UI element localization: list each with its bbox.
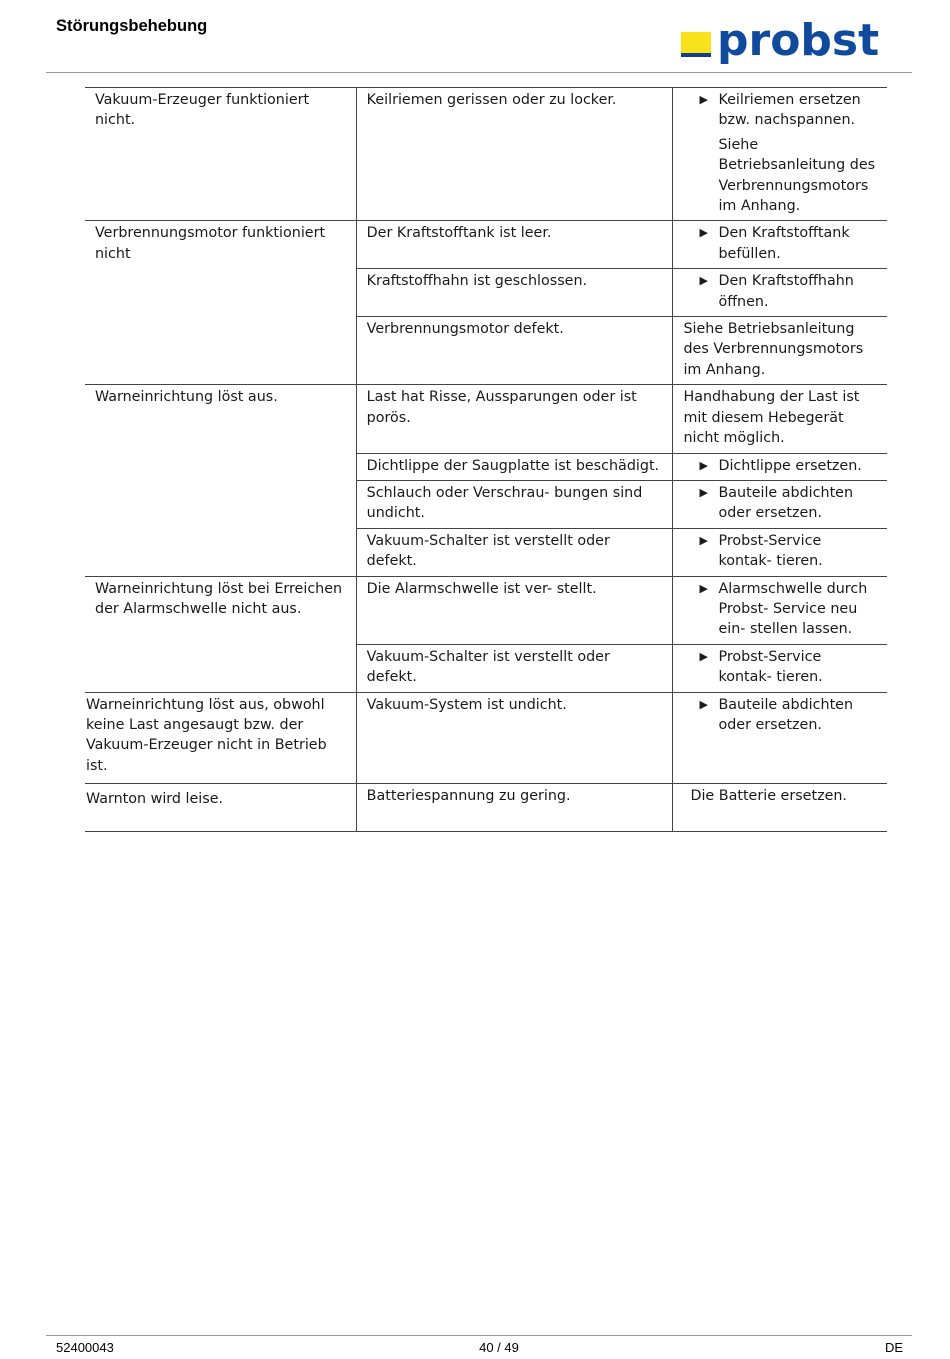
triangle-right-icon: ▶ bbox=[699, 274, 708, 288]
remedy-text: Bauteile abdichten oder ersetzen. bbox=[718, 696, 854, 733]
triangle-right-icon: ▶ bbox=[699, 649, 708, 663]
remedy-text: Den Kraftstoffhahn öffnen. bbox=[718, 273, 854, 310]
fault-cell bbox=[85, 88, 356, 221]
table-row bbox=[85, 385, 887, 453]
remedy-text: Keilriemen ersetzen bzw. nachspannen. bbox=[718, 92, 861, 129]
fault-cell: Warneinrichtung löst aus, obwohl keine Last angesaugt bzw. der Vakuum-Erzeuger nicht in Betrieb ist. bbox=[85, 692, 356, 783]
remedy-cell bbox=[673, 88, 887, 221]
table-row bbox=[85, 692, 887, 783]
fault-cell: Warneinrichtung löst bei Erreichen der Alarmschwelle nicht aus. bbox=[85, 576, 356, 692]
logo-wordmark: probst bbox=[717, 15, 880, 66]
remedy-cell bbox=[673, 576, 887, 644]
language-code: DE bbox=[885, 1340, 904, 1355]
logo-blue-mark bbox=[681, 53, 711, 57]
remedy-cell bbox=[673, 269, 887, 317]
remedy-text: Dichtlippe ersetzen. bbox=[718, 457, 862, 474]
footer-divider bbox=[46, 1335, 912, 1336]
remedy-cell bbox=[673, 221, 887, 269]
remedy-text: Alarmschwelle durch Probst- Service neu ein- stellen lassen. bbox=[718, 580, 868, 638]
fault-cell: Warneinrichtung löst aus. bbox=[85, 385, 356, 576]
remedy-note: Siehe Betriebsanleitung des Verbrennungsmotors im Anhang. bbox=[718, 136, 876, 215]
remedy-cell bbox=[673, 528, 887, 576]
cause-cell: Der Kraftstofftank ist leer. bbox=[356, 221, 673, 269]
triangle-right-icon: ▶ bbox=[699, 93, 708, 106]
page-number: 40 / 49 bbox=[479, 1340, 519, 1355]
cause-cell: Dichtlippe der Saugplatte ist beschädigt. bbox=[356, 453, 673, 480]
fault-cell: Verbrennungsmotor funktioniert nicht bbox=[85, 221, 356, 385]
remedy-text: Die Batterie ersetzen. bbox=[690, 787, 847, 804]
remedy-cell bbox=[673, 692, 887, 783]
remedy-text: Bauteile abdichten oder ersetzen. bbox=[718, 484, 854, 522]
remedy-cell: Handhabung der Last ist mit diesem Hebegerät nicht möglich. bbox=[673, 385, 887, 453]
document-number: 52400043 bbox=[56, 1340, 114, 1355]
table-row bbox=[85, 221, 887, 269]
remedy-cell bbox=[673, 480, 887, 528]
remedy-text: Probst-Service kontak- tieren. bbox=[718, 648, 823, 686]
triangle-right-icon: ▶ bbox=[699, 697, 708, 711]
probst-logo bbox=[681, 15, 903, 68]
header-divider bbox=[46, 72, 912, 73]
fault-cell bbox=[85, 783, 356, 831]
cause-cell: Vakuum-System ist undicht. bbox=[356, 692, 673, 783]
cause-cell: Batteriespannung zu gering. bbox=[356, 783, 673, 831]
cause-cell: Keilriemen gerissen oder zu locker. bbox=[356, 88, 673, 221]
remedy-cell bbox=[673, 453, 887, 480]
cause-cell: Die Alarmschwelle ist ver- stellt. bbox=[356, 576, 673, 644]
page-title: Störungsbehebung bbox=[56, 17, 208, 35]
cause-cell: Verbrennungsmotor defekt. bbox=[356, 317, 673, 385]
cause-cell: Schlauch oder Verschrau- bungen sind undicht. bbox=[356, 480, 673, 528]
cause-cell: Last hat Risse, Aussparungen oder ist porös. bbox=[356, 385, 673, 453]
remedy-text: Den Kraftstofftank befüllen. bbox=[718, 225, 850, 262]
triangle-right-icon: ▶ bbox=[699, 533, 708, 547]
remedy-cell: Siehe Betriebsanleitung des Verbrennungsmotors im Anhang. bbox=[673, 317, 887, 385]
cause-cell: Vakuum-Schalter ist verstellt oder defekt. bbox=[356, 644, 673, 692]
cause-cell: Kraftstoffhahn ist geschlossen. bbox=[356, 269, 673, 317]
cause-cell: Vakuum-Schalter ist verstellt oder defekt. bbox=[356, 528, 673, 576]
fault-text: Vakuum-Erzeuger funktioniert nicht. bbox=[95, 92, 310, 129]
triangle-right-icon: ▶ bbox=[699, 581, 708, 595]
table-row bbox=[85, 783, 887, 831]
table-row bbox=[85, 576, 887, 644]
remedy-cell bbox=[673, 783, 887, 831]
triangle-right-icon: ▶ bbox=[699, 226, 708, 240]
logo-yellow-mark bbox=[681, 32, 711, 53]
remedy-text: Probst-Service kontak- tieren. bbox=[718, 532, 823, 570]
triangle-right-icon: ▶ bbox=[699, 458, 708, 472]
remedy-cell bbox=[673, 644, 887, 692]
fault-text: Warnton wird leise. bbox=[86, 790, 224, 807]
troubleshooting-table bbox=[85, 87, 887, 832]
table-row bbox=[85, 88, 887, 221]
triangle-right-icon: ▶ bbox=[699, 485, 708, 499]
